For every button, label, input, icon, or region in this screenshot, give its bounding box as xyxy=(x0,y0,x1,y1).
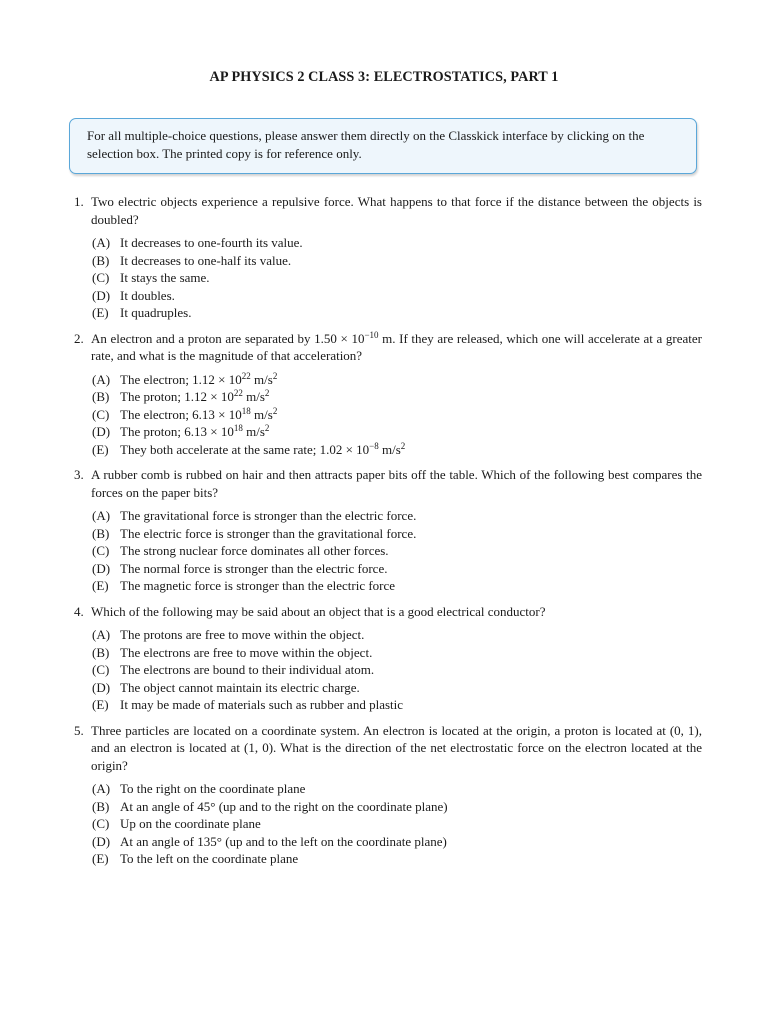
option-label: (E) xyxy=(92,697,109,712)
option-text: At an angle of 45° (up and to the right on the coordinate plane) xyxy=(120,798,448,814)
option-text: The strong nuclear force dominates all other forces. xyxy=(120,543,389,558)
answer-option-e xyxy=(92,441,702,459)
option-label: (C) xyxy=(92,816,110,831)
answer-options xyxy=(91,234,702,322)
answer-option-b xyxy=(92,388,702,406)
unit-exponent: 2 xyxy=(264,388,270,398)
instructions-notice-box xyxy=(69,118,697,174)
answer-option-d xyxy=(92,560,702,578)
exponent: 18 xyxy=(241,405,251,416)
question-list xyxy=(74,193,702,868)
question-1 xyxy=(74,193,702,322)
option-label: (E) xyxy=(92,305,109,320)
question-number: 5. xyxy=(74,722,84,738)
answer-option-e xyxy=(92,304,702,322)
option-text: The object cannot maintain its electric charge. xyxy=(120,679,360,695)
question-4 xyxy=(74,603,702,714)
exponent: 18 xyxy=(233,423,243,433)
option-text: It stays the same. xyxy=(120,270,210,285)
exponent: 22 xyxy=(233,388,243,398)
answer-option-a xyxy=(92,780,702,798)
option-unit: m/s xyxy=(250,371,273,387)
option-label: (C) xyxy=(92,406,110,422)
option-label: (D) xyxy=(92,679,111,695)
option-value: The proton; 1.12 × 10 xyxy=(120,389,234,404)
answer-option-d xyxy=(92,833,702,851)
question-text: A rubber comb is rubbed on hair and then attracts paper bits off the table. Which of the following best compares the forces on the paper bits? xyxy=(91,467,702,500)
option-text: The protons are free to move within the object. xyxy=(120,627,365,642)
answer-option-b xyxy=(92,525,702,543)
answer-option-e xyxy=(92,696,702,714)
question-text-part: An electron and a proton are separated by 1.50 × 10 xyxy=(91,330,365,346)
option-text: It decreases to one-fourth its value. xyxy=(120,235,303,250)
option-text: It doubles. xyxy=(120,287,175,303)
option-value: The electron; 6.13 × 10 xyxy=(120,406,242,422)
option-text xyxy=(120,423,269,441)
answer-option-b xyxy=(92,798,702,816)
option-unit: m/s xyxy=(250,406,273,422)
answer-options xyxy=(91,780,702,868)
option-label: (A) xyxy=(92,781,111,796)
question-3 xyxy=(74,466,702,595)
question-number: 2. xyxy=(74,330,84,346)
option-value: The proton; 6.13 × 10 xyxy=(120,424,234,439)
option-label: (E) xyxy=(92,578,109,593)
option-label: (A) xyxy=(92,508,111,523)
question-text: Which of the following may be said about an object that is a good electrical conductor? xyxy=(91,603,546,619)
option-label: (A) xyxy=(92,235,111,250)
question-text-part: m. If they are released, which one will accelerate at a greater rate, and what is the magnitude of that acceleration? xyxy=(91,330,702,363)
unit-exponent: 2 xyxy=(400,440,406,451)
option-value: The electron; 1.12 × 10 xyxy=(120,371,242,387)
page-title: AP PHYSICS 2 CLASS 3: ELECTROSTATICS, PART 1 xyxy=(209,69,559,85)
option-label: (D) xyxy=(92,287,111,303)
option-label: (B) xyxy=(92,252,110,268)
option-label: (E) xyxy=(92,851,109,866)
answer-option-c xyxy=(92,661,702,679)
question-text: Three particles are located on a coordinate system. An electron is located at the origin, a proton is located at (0, 1), and an electron is located at (1, 0). What is the direction of the net electrostatic force on the electron located at the origin? xyxy=(91,722,702,773)
option-text xyxy=(120,441,405,459)
option-label: (A) xyxy=(92,627,111,642)
answer-option-a xyxy=(92,371,702,389)
option-label: (B) xyxy=(92,389,110,404)
exponent: −10 xyxy=(364,329,379,340)
option-label: (C) xyxy=(92,270,110,285)
instructions-notice-text: For all multiple-choice questions, please answer them directly on the Classkick interface by clicking on the selection box. The printed copy is for reference only. xyxy=(87,128,645,161)
question-number: 3. xyxy=(74,467,84,482)
option-text xyxy=(120,371,277,389)
answer-option-c xyxy=(92,406,702,424)
question-text: Two electric objects experience a repulsive force. What happens to that force if the distance between the objects is doubled? xyxy=(91,194,702,227)
option-unit: m/s xyxy=(378,441,401,457)
question-number: 4. xyxy=(74,603,84,619)
question-text xyxy=(91,330,702,365)
option-label: (A) xyxy=(92,371,111,387)
option-text: The electric force is stronger than the gravitational force. xyxy=(120,525,417,541)
unit-exponent: 2 xyxy=(272,405,278,416)
option-text: At an angle of 135° (up and to the left on the coordinate plane) xyxy=(120,833,447,849)
option-label: (B) xyxy=(92,525,110,541)
question-2 xyxy=(74,330,702,459)
option-text: The gravitational force is stronger than the electric force. xyxy=(120,508,417,523)
option-text xyxy=(120,388,269,406)
option-text: It may be made of materials such as rubber and plastic xyxy=(120,697,404,712)
option-label: (D) xyxy=(92,424,111,439)
unit-exponent: 2 xyxy=(264,423,270,433)
answer-option-b xyxy=(92,644,702,662)
answer-option-a xyxy=(92,626,702,644)
answer-option-c xyxy=(92,815,702,833)
answer-option-d xyxy=(92,287,702,305)
option-text: It decreases to one-half its value. xyxy=(120,252,292,268)
option-text: Up on the coordinate plane xyxy=(120,816,261,831)
option-value: They both accelerate at the same rate; 1.02 × 10 xyxy=(120,441,370,457)
exponent: −8 xyxy=(369,440,379,451)
option-label: (D) xyxy=(92,560,111,576)
option-text: To the right on the coordinate plane xyxy=(120,781,306,796)
answer-options xyxy=(91,626,702,714)
answer-option-e xyxy=(92,577,702,595)
answer-option-c xyxy=(92,269,702,287)
answer-option-e xyxy=(92,850,702,868)
answer-option-a xyxy=(92,507,702,525)
option-text: The electrons are bound to their individual atom. xyxy=(120,662,375,677)
option-label: (D) xyxy=(92,833,111,849)
answer-option-d xyxy=(92,679,702,697)
option-label: (C) xyxy=(92,543,110,558)
option-unit: m/s xyxy=(242,389,265,404)
option-text: The magnetic force is stronger than the electric force xyxy=(120,578,396,593)
answer-option-a xyxy=(92,234,702,252)
answer-options xyxy=(91,371,702,459)
option-text xyxy=(120,406,277,424)
answer-options xyxy=(91,507,702,595)
option-label: (C) xyxy=(92,662,110,677)
question-number: 1. xyxy=(74,194,84,209)
answer-option-d xyxy=(92,423,702,441)
answer-option-b xyxy=(92,252,702,270)
option-unit: m/s xyxy=(242,424,265,439)
option-label: (E) xyxy=(92,441,109,457)
question-5 xyxy=(74,722,702,868)
option-label: (B) xyxy=(92,798,110,814)
unit-exponent: 2 xyxy=(272,370,278,381)
option-text: The normal force is stronger than the electric force. xyxy=(120,560,388,576)
exponent: 22 xyxy=(241,370,251,381)
option-label: (B) xyxy=(92,644,110,660)
option-text: The electrons are free to move within the object. xyxy=(120,644,373,660)
option-text: It quadruples. xyxy=(120,305,192,320)
answer-option-c xyxy=(92,542,702,560)
option-text: To the left on the coordinate plane xyxy=(120,851,299,866)
